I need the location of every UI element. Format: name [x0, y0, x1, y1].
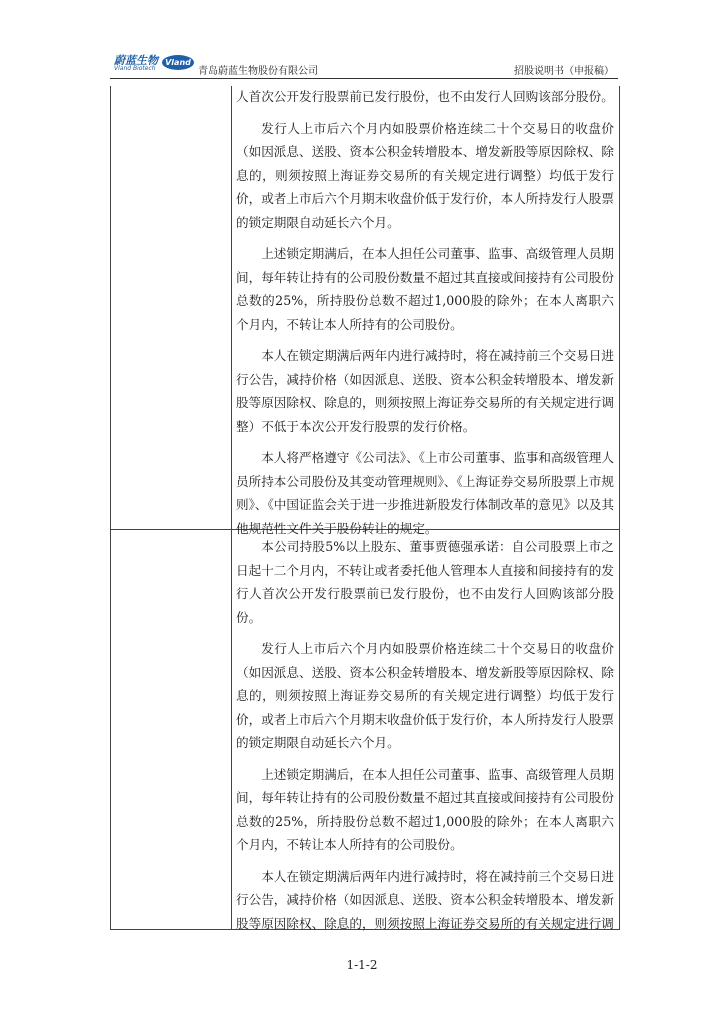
paragraph: 本人将严格遵守《公司法》、《上市公司董事、监事和高级管理人员所持本公司股份及其变动管理规则》、《上海证券交易所股票上市规则》、《中国证监会关于进一步推进新股发行体制改革的意见》以及其他规范性文件关于股份转让的规定。 [236, 450, 614, 536]
paragraph: 上述锁定期满后，在本人担任公司董事、监事、高级管理人员期间，每年转让持有的公司股份数量不超过其直接或间接持有公司股份总数的25%，所持股份总数不超过1,000股的除外；在本人离职六个月内，不转让本人所持有的公司股份。 [236, 246, 614, 332]
commitment-table [110, 86, 620, 930]
logo-badge: Vland [162, 55, 194, 70]
paragraph: 上述锁定期满后，在本人担任公司董事、监事、高级管理人员期间，每年转让持有的公司股份数量不超过其直接或间接持有公司股份总数的25%，所持股份总数不超过1,000股的除外；在本人离职六个月内，不转让本人所持有的公司股份。 [236, 766, 614, 852]
paragraph: 本人在锁定期满后两年内进行减持时，将在减持前三个交易日进行公告，减持价格（如因派息、送股、资本公积金转增股本、增发新股等原因除权、除息的，则须按照上海证券交易所的有关规定进行调整）不低于本次公开发行股票的发行价格。 [236, 348, 614, 434]
header-divider [110, 78, 618, 79]
column-divider [231, 86, 232, 929]
document-type: 招股说明书（申报稿） [514, 66, 614, 77]
paragraph: 发行人上市后六个月内如股票价格连续二十个交易日的收盘价（如因派息、送股、资本公积金转增股本、增发新股等原因除权、除息的，则须按照上海证券交易所的有关规定进行调整）均低于发行价，或者上市后六个月期末收盘价低于发行价，本人所持发行人股票的锁定期限自动延长六个月。 [236, 120, 614, 230]
paragraph: 本公司持股5%以上股东、董事贾德强承诺：自公司股票上市之日起十二个月内，不转让或者委托他人管理本人直接和间接持有的发行人首次公开发行股票前已发行股份，也不由发行人回购该部分股份。 [236, 539, 614, 625]
paragraph: 本人在锁定期满后两年内进行减持时，将在减持前三个交易日进行公告，减持价格（如因派息、送股、资本公积金转增股本、增发新股等原因除权、除息的，则须按照上海证券交易所的有关规定进行调 [236, 868, 614, 931]
table-cell-commitment-2 [236, 535, 614, 941]
company-logo [110, 52, 196, 76]
logo-english-text: Vland Biotech [114, 65, 156, 72]
paragraph: 人首次公开发行股票前已发行股份，也不由发行人回购该部分股份。 [236, 89, 614, 104]
company-name: 青岛蔚蓝生物股份有限公司 [198, 66, 318, 77]
page-number: 1-1-2 [346, 958, 378, 972]
page-header [110, 52, 618, 78]
logo-chinese-text: 蔚蓝生物 [114, 54, 158, 67]
table-cell-commitment-1 [236, 85, 614, 548]
paragraph: 发行人上市后六个月内如股票价格连续二十个交易日的收盘价（如因派息、送股、资本公积金转增股本、增发新股等原因除权、除息的，则须按照上海证券交易所的有关规定进行调整）均低于发行价，或者上市后六个月期末收盘价低于发行价，本人所持发行人股票的锁定期限自动延长六个月。 [236, 641, 614, 750]
